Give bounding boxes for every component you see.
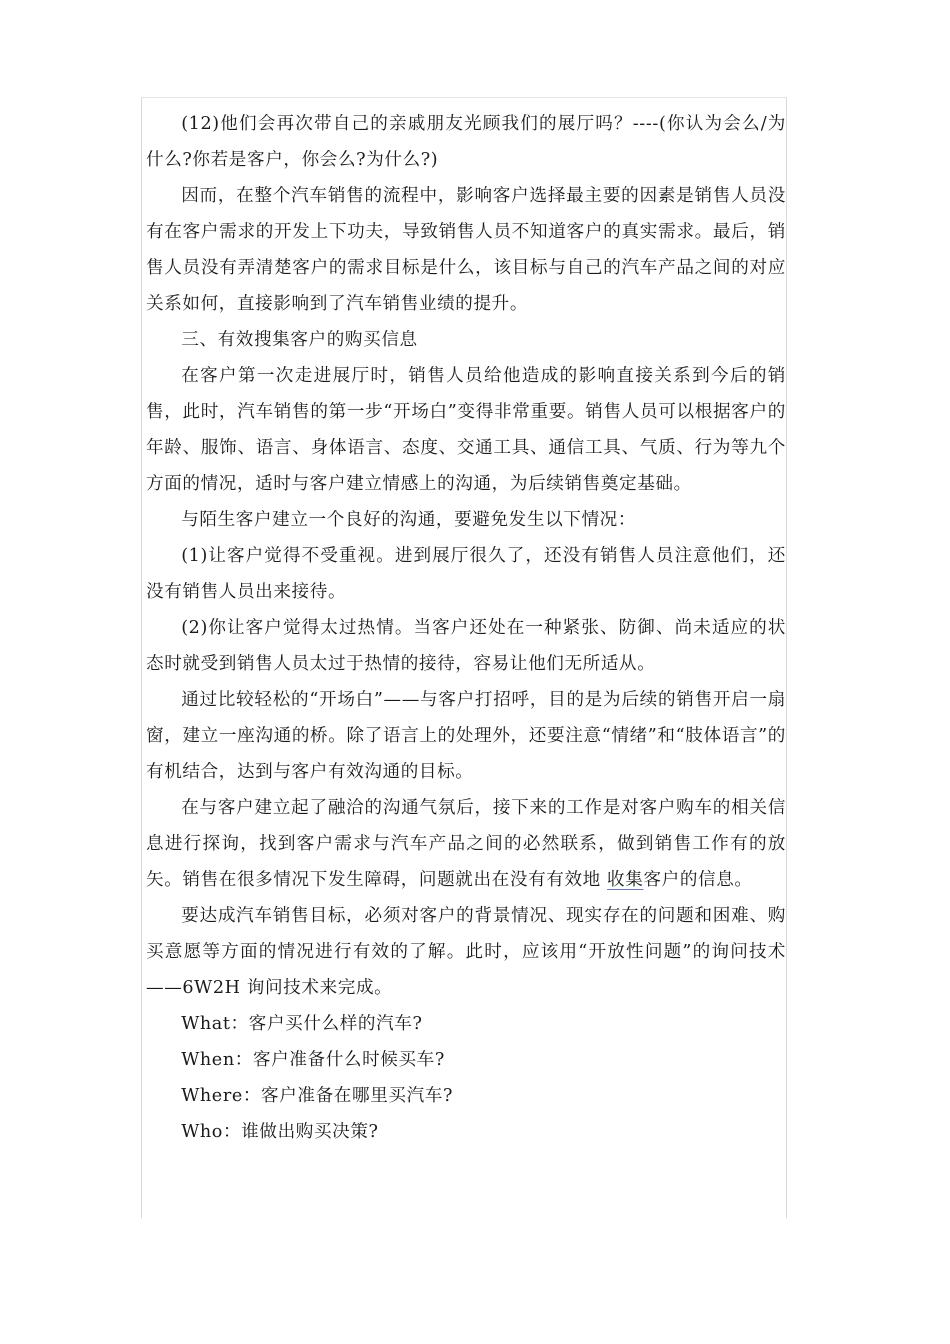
- document-body: [146, 106, 786, 1150]
- question-where: Where：客户准备在哪里买汽车?: [181, 1086, 454, 1106]
- collect-link[interactable]: 收集: [607, 870, 644, 890]
- paragraph-opening: 在客户第一次走进展厅时，销售人员给他造成的影响直接关系到今后的销售，此时，汽车销售的第一步“开场白”变得非常重要。销售人员可以根据客户的年龄、服饰、语言、身体语言、态度、交通工具、通信工具、气质、行为等九个方面的情况，适时与客户建立情感上的沟通，为后续销售奠定基础。: [146, 366, 786, 494]
- paragraph-info-gathering-tail: 客户的信息。: [643, 870, 753, 890]
- paragraph-info-gathering-text: 在与客户建立起了融洽的沟通气氛后，接下来的工作是对客户购车的相关信息进行探询，找到客户需求与汽车产品之间的必然联系，做到销售工作有的放矢。销售在很多情况下发生障碍，问题就出在没有有效地: [146, 798, 786, 890]
- paragraph-info-gathering: [146, 790, 786, 898]
- paragraph-item-2: (2)你让客户觉得太过热情。当客户还处在一种紧张、防御、尚未适应的状态时就受到销售人员太过于热情的接待，容易让他们无所适从。: [146, 618, 786, 674]
- paragraph-greeting: 通过比较轻松的“开场白”——与客户打招呼，目的是为后续的销售开启一扇窗，建立一座沟通的桥。除了语言上的处理外，还要注意“情绪”和“肢体语言”的有机结合，达到与客户有效沟通的目标。: [146, 690, 786, 782]
- paragraph-question-12: (12)他们会再次带自己的亲戚朋友光顾我们的展厅吗？----(你认为会么/为什么?你若是客户，你会么?为什么?): [146, 114, 786, 170]
- section-heading-3: 三、有效搜集客户的购买信息: [181, 330, 418, 350]
- paragraph-conclusion: 因而，在整个汽车销售的流程中，影响客户选择最主要的因素是销售人员没有在客户需求的开发上下功夫，导致销售人员不知道客户的真实需求。最后，销售人员没有弄清楚客户的需求目标是什么，该目标与自己的汽车产品之间的对应关系如何，直接影响到了汽车销售业绩的提升。: [146, 186, 786, 314]
- question-who: Who：谁做出购买决策?: [181, 1122, 379, 1142]
- paragraph-6w2h: 要达成汽车销售目标，必须对客户的背景情况、现实存在的问题和困难、购买意愿等方面的情况进行有效的了解。此时，应该用“开放性问题”的询问技术——6W2H 询问技术来完成。: [146, 906, 786, 998]
- question-what: What：客户买什么样的汽车?: [181, 1014, 423, 1034]
- paragraph-item-1: (1)让客户觉得不受重视。进到展厅很久了，还没有销售人员注意他们，还没有销售人员出来接待。: [146, 546, 786, 602]
- question-when: When：客户准备什么时候买车?: [181, 1050, 445, 1070]
- paragraph-avoid-intro: 与陌生客户建立一个良好的沟通，要避免发生以下情况：: [181, 510, 637, 530]
